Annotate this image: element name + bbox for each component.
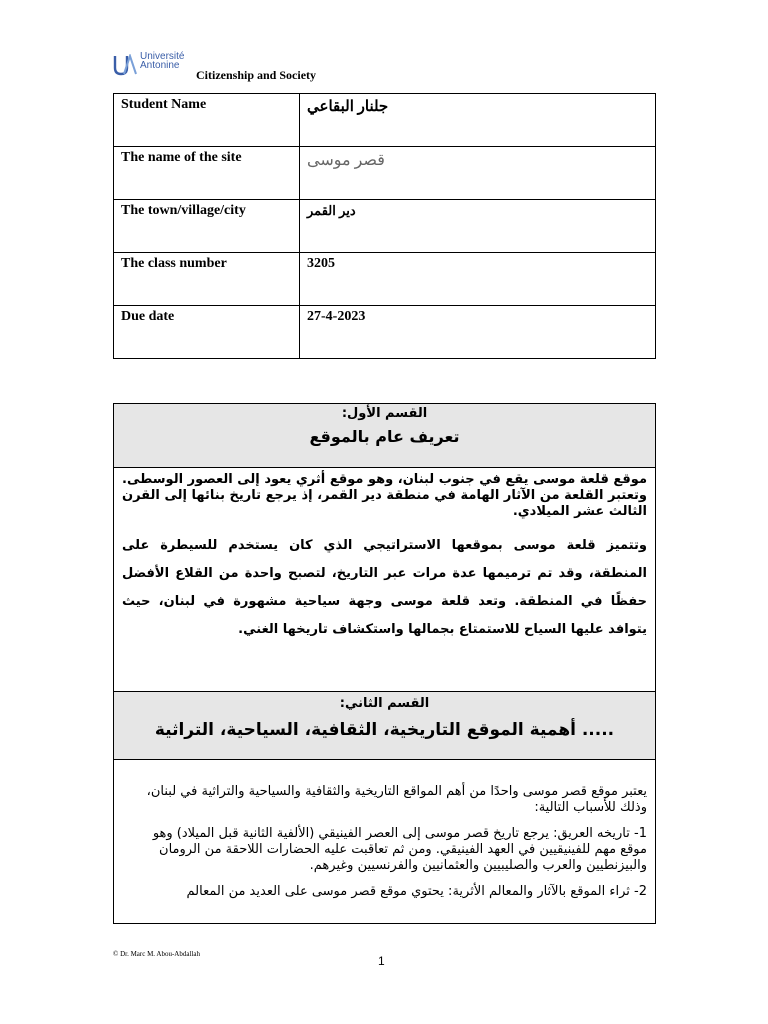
student-info-table (113, 93, 656, 359)
table-row (114, 306, 656, 359)
part2-body (114, 760, 655, 900)
part2-item-2: 2- ثراء الموقع بالآثار والمعالم الأثرية: يحتوي موقع قصر موسى على العديد من المعالم (186, 884, 647, 899)
logo-wordmark (140, 52, 184, 70)
part2-title: ..... أهمية الموقع التاريخية، الثقافية، السياحية، التراثية (154, 720, 615, 740)
row-label: The town/village/city (114, 200, 300, 253)
part1-label: القسم الأول: (341, 406, 428, 421)
class-number-value: 3205 (300, 253, 656, 306)
university-logo-icon (112, 54, 138, 76)
course-title: Citizenship and Society (196, 68, 317, 82)
part2-header (114, 692, 655, 760)
table-row (114, 253, 656, 306)
part1-title: تعريف عام بالموقع (309, 427, 460, 446)
part1-paragraph-2: وتتميز قلعة موسى بموقعها الاستراتيجي الذي كان يستخدم للسيطرة على المنطقة، وقد تم ترميمها عدة مرات عبر التاريخ، لتصبح واحدة من القلاع الأفضل حفظًا في المنطقة. وتعد قلعة موسى وجهة سياحية مشهورة في لبنان، حيث يتوافد عليها السياح للاستمتاع بجمالها واستكشاف تاريخها الغني. (122, 538, 647, 637)
due-date-value: 27-4-2023 (300, 306, 656, 359)
part1-header (114, 404, 655, 468)
row-label: The name of the site (114, 147, 300, 200)
logo-line-2: Antonine (140, 60, 180, 71)
row-label: Due date (114, 306, 300, 359)
table-row (114, 200, 656, 253)
part2-item-1: 1- تاريخه العريق: يرجع تاريخ قصر موسى إلى العصر الفينيقي (الألفية الثانية قبل الميلاد) وهو موقع مهم للفينيقيين في العهد الفينيقي. ومن ثم تعاقبت عليه الحضارات اللاحقة من الرومان والبيزنطيين والعرب والصليبيين والعثمانيين والفرنسيين وغيرهم. (152, 826, 647, 873)
table-row (114, 94, 656, 147)
part2-label: القسم الثاني: (339, 696, 430, 711)
part2-intro: يعتبر موقع قصر موسى واحدًا من أهم المواقع التاريخية والثقافية والسياحية والتراثية في لبنان، وذلك للأسباب التالية: (146, 784, 647, 815)
part1-paragraph-1: موقع قلعة موسى يقع في جنوب لبنان، وهو موقع أثري يعود إلى العصور الوسطى. وتعتبر القلعة من الآثار الهامة في منطقة دير القمر، إذ يرجع تاريخ بنائها إلى القرن الثالث عشر الميلادي. (122, 472, 647, 519)
part1-body (114, 468, 655, 692)
row-label: Student Name (114, 94, 300, 147)
student-name-value: جلنار البقاعي (300, 94, 656, 147)
site-name-value: قصر موسى (307, 152, 385, 169)
table-row (114, 147, 656, 200)
town-value: دير القمر (300, 200, 656, 253)
logo-line-1: Université (140, 51, 185, 62)
content-box (113, 403, 656, 924)
page-number: 1 (378, 954, 385, 968)
site-name-cell (300, 147, 656, 200)
copyright-notice: © Dr. Marc M. Abou-Abdallah (113, 950, 200, 958)
row-label: The class number (114, 253, 300, 306)
